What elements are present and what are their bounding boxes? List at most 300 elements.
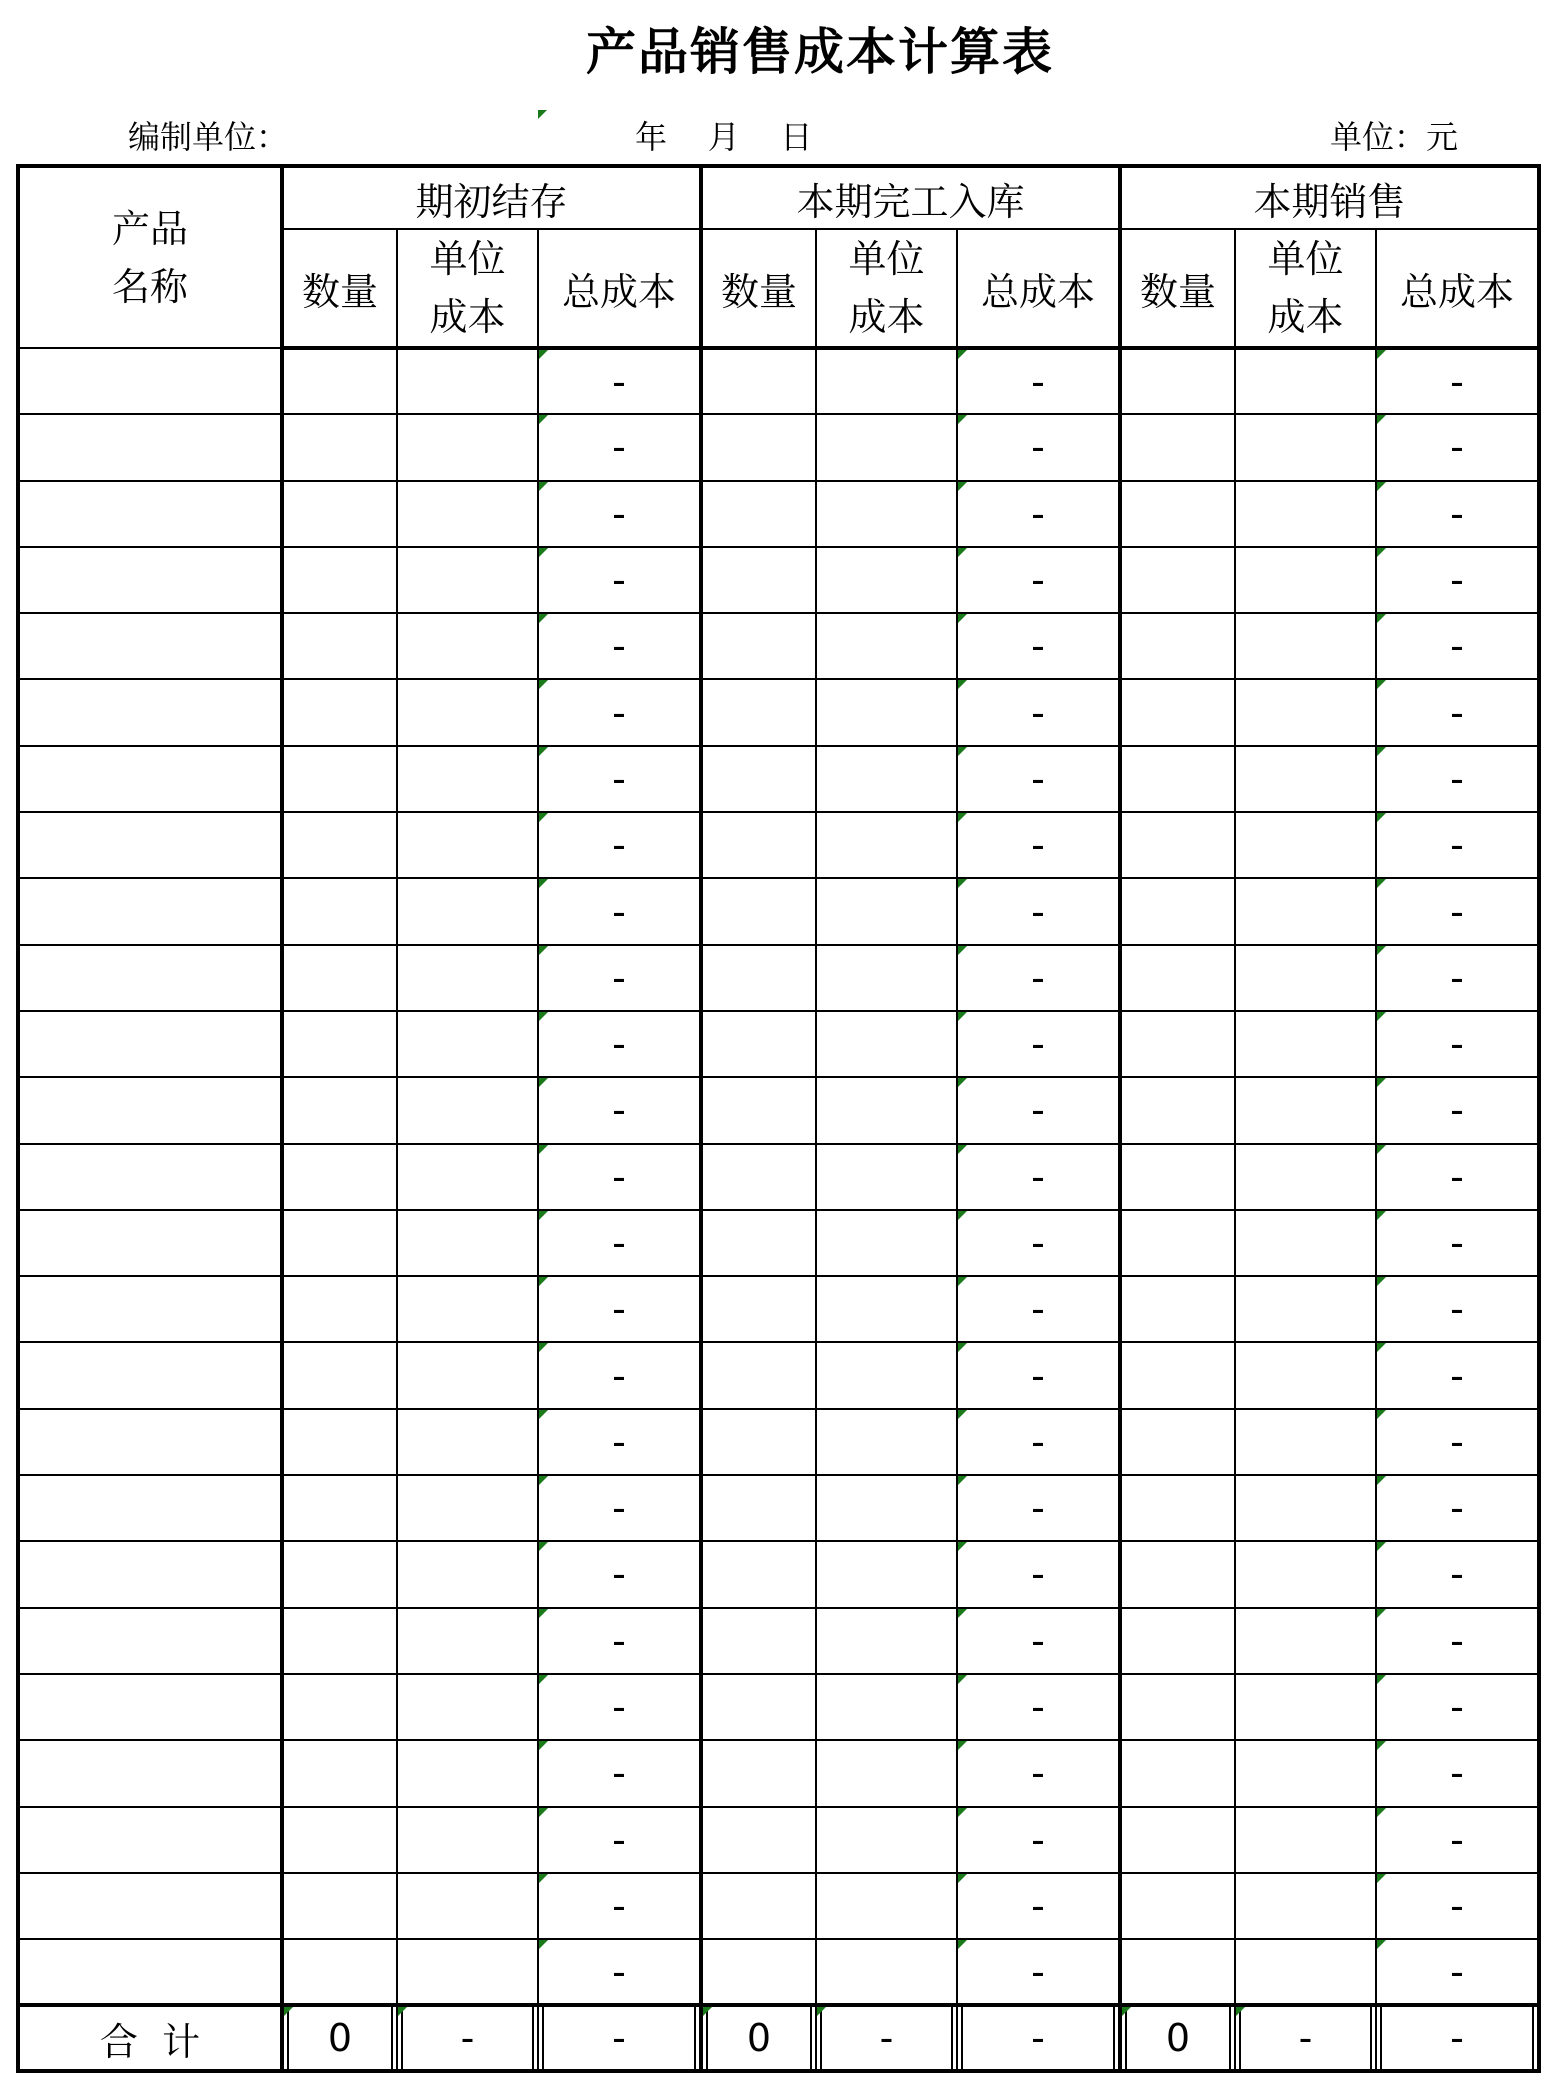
unit-cost-cell[interactable] (397, 1674, 538, 1740)
unit-cost-cell[interactable] (816, 1873, 957, 1939)
product-name-cell[interactable] (18, 1608, 282, 1674)
product-name-cell[interactable] (18, 812, 282, 878)
qty-cell[interactable] (1120, 1475, 1235, 1541)
product-name-cell[interactable] (18, 1276, 282, 1342)
total-cost-cell[interactable]: - (1376, 1608, 1539, 1674)
total-cost-cell[interactable]: - (1376, 1807, 1539, 1873)
product-name-cell[interactable] (18, 1807, 282, 1873)
unit-cost-cell[interactable] (816, 1807, 957, 1873)
total-cost-cell[interactable]: - (1376, 1409, 1539, 1475)
total-cost-cell[interactable]: - (957, 1541, 1120, 1607)
group-header-sales: 本期销售 (1120, 166, 1539, 229)
unit-cost-cell[interactable] (397, 1740, 538, 1806)
qty-cell[interactable] (1120, 1276, 1235, 1342)
total-cost-cell[interactable]: - (1376, 878, 1539, 944)
total-cost-cell[interactable]: - (538, 348, 701, 414)
unit-cost-cell[interactable] (1235, 348, 1376, 414)
qty-cell[interactable] (1120, 1541, 1235, 1607)
total-unit-cost-cell[interactable]: - (816, 2005, 957, 2071)
total-cost-cell[interactable]: - (1376, 348, 1539, 414)
qty-cell[interactable] (701, 1674, 816, 1740)
unit-cost-cell[interactable] (816, 1409, 957, 1475)
total-cost-cell[interactable]: - (538, 1144, 701, 1210)
qty-cell[interactable] (701, 945, 816, 1011)
qty-cell[interactable] (282, 1475, 397, 1541)
total-unit-cost-cell[interactable]: - (397, 2005, 538, 2071)
total-cost-cell[interactable]: - (538, 1608, 701, 1674)
qty-cell[interactable] (701, 1608, 816, 1674)
unit-cost-cell[interactable] (397, 878, 538, 944)
total-cost-cell[interactable]: - (1376, 1210, 1539, 1276)
unit-cost-cell[interactable] (816, 1011, 957, 1077)
unit-cost-cell[interactable] (1235, 1873, 1376, 1939)
qty-cell[interactable] (701, 1342, 816, 1408)
cost-table (16, 164, 1541, 2073)
total-cost-cell[interactable]: - (957, 1873, 1120, 1939)
product-name-header-line2: 名称 (111, 264, 188, 309)
qty-cell[interactable] (282, 812, 397, 878)
total-cost-cell[interactable]: - (538, 1475, 701, 1541)
product-name-cell[interactable] (18, 1541, 282, 1607)
total-cost-cell[interactable]: - (957, 481, 1120, 547)
unit-cost-cell[interactable] (397, 1807, 538, 1873)
qty-cell[interactable] (282, 1939, 397, 2005)
total-cost-cell[interactable]: - (538, 945, 701, 1011)
unit-cost-cell[interactable] (397, 679, 538, 745)
qty-header-completed: 数量 (701, 229, 816, 348)
total-cost-cell[interactable]: - (1376, 481, 1539, 547)
product-name-cell[interactable] (18, 547, 282, 613)
total-cost-cell[interactable]: - (957, 1342, 1120, 1408)
qty-cell[interactable] (701, 1740, 816, 1806)
unit-cost-cell[interactable] (816, 481, 957, 547)
qty-cell[interactable] (701, 1807, 816, 1873)
total-cost-sum-cell[interactable]: - (538, 2005, 701, 2071)
total-cost-cell[interactable]: - (1376, 547, 1539, 613)
qty-cell[interactable] (1120, 414, 1235, 480)
table-row (18, 1608, 1539, 1674)
unit-cost-header-line1: 单位 (848, 237, 925, 281)
qty-cell[interactable] (1120, 348, 1235, 414)
unit-cost-cell[interactable] (1235, 1144, 1376, 1210)
unit-cost-cell[interactable] (1235, 1608, 1376, 1674)
unit-cost-cell[interactable] (1235, 878, 1376, 944)
table-row (18, 679, 1539, 745)
unit-cost-cell[interactable] (816, 414, 957, 480)
qty-cell[interactable] (1120, 945, 1235, 1011)
qty-cell[interactable] (282, 878, 397, 944)
qty-cell[interactable] (701, 1409, 816, 1475)
total-cost-cell[interactable]: - (1376, 812, 1539, 878)
total-qty-cell[interactable]: 0 (1120, 2005, 1235, 2071)
unit-cost-cell[interactable] (1235, 547, 1376, 613)
total-cost-cell[interactable]: - (957, 1807, 1120, 1873)
unit-cost-cell[interactable] (816, 1608, 957, 1674)
qty-cell[interactable] (282, 1077, 397, 1143)
qty-cell[interactable] (1120, 547, 1235, 613)
unit-cost-cell[interactable] (816, 547, 957, 613)
qty-cell[interactable] (282, 547, 397, 613)
total-cost-cell[interactable]: - (1376, 1873, 1539, 1939)
total-cost-cell[interactable]: - (538, 679, 701, 745)
unit-cost-cell[interactable] (397, 1475, 538, 1541)
qty-cell[interactable] (1120, 481, 1235, 547)
qty-cell[interactable] (282, 1276, 397, 1342)
qty-cell[interactable] (282, 945, 397, 1011)
product-name-cell[interactable] (18, 1342, 282, 1408)
qty-cell[interactable] (701, 547, 816, 613)
table-row (18, 1210, 1539, 1276)
unit-cost-cell[interactable] (397, 547, 538, 613)
total-cost-cell[interactable]: - (1376, 746, 1539, 812)
total-unit-cost-cell[interactable]: - (1235, 2005, 1376, 2071)
page-title: 产品销售成本计算表 (586, 23, 1054, 81)
unit-cost-cell[interactable] (397, 1077, 538, 1143)
qty-cell[interactable] (1120, 1011, 1235, 1077)
unit-cost-cell[interactable] (816, 679, 957, 745)
qty-cell[interactable] (701, 1873, 816, 1939)
total-cost-cell[interactable]: - (538, 1740, 701, 1806)
product-name-cell[interactable] (18, 1939, 282, 2005)
product-name-cell[interactable] (18, 945, 282, 1011)
product-name-cell[interactable] (18, 878, 282, 944)
unit-cost-cell[interactable] (1235, 1807, 1376, 1873)
table-row (18, 613, 1539, 679)
unit-cost-cell[interactable] (397, 1210, 538, 1276)
group-header-completed: 本期完工入库 (701, 166, 1120, 229)
unit-cost-cell[interactable] (816, 812, 957, 878)
unit-cost-cell[interactable] (816, 1144, 957, 1210)
qty-cell[interactable] (701, 1077, 816, 1143)
unit-cost-cell[interactable] (397, 1011, 538, 1077)
qty-cell[interactable] (282, 1873, 397, 1939)
qty-cell[interactable] (701, 1276, 816, 1342)
unit-cost-cell[interactable] (397, 746, 538, 812)
qty-cell[interactable] (1120, 1210, 1235, 1276)
unit-cost-header-line1: 单位 (1267, 237, 1344, 281)
total-cost-sum-cell[interactable]: - (1376, 2005, 1539, 2071)
unit-cost-cell[interactable] (397, 945, 538, 1011)
unit-cost-cell[interactable] (1235, 945, 1376, 1011)
qty-cell[interactable] (282, 746, 397, 812)
qty-cell[interactable] (1120, 1740, 1235, 1806)
total-cost-cell[interactable]: - (957, 1276, 1120, 1342)
total-cost-cell[interactable]: - (538, 746, 701, 812)
unit-cost-cell[interactable] (816, 1210, 957, 1276)
qty-cell[interactable] (282, 348, 397, 414)
product-name-cell[interactable] (18, 1674, 282, 1740)
qty-cell[interactable] (282, 1342, 397, 1408)
qty-cell[interactable] (701, 812, 816, 878)
product-name-cell[interactable] (18, 1011, 282, 1077)
total-cost-header-sales: 总成本 (1376, 229, 1539, 348)
qty-cell[interactable] (701, 679, 816, 745)
product-name-cell[interactable] (18, 1409, 282, 1475)
product-name-header-line1: 产品 (111, 206, 188, 251)
total-cost-cell[interactable]: - (957, 1210, 1120, 1276)
total-cost-cell[interactable]: - (538, 878, 701, 944)
qty-cell[interactable] (1120, 1873, 1235, 1939)
currency-unit-label: 单位：元 (1330, 118, 1459, 156)
unit-cost-cell[interactable] (397, 1939, 538, 2005)
qty-cell[interactable] (701, 1144, 816, 1210)
qty-cell[interactable] (701, 878, 816, 944)
qty-cell[interactable] (282, 1144, 397, 1210)
unit-cost-cell[interactable] (1235, 1210, 1376, 1276)
qty-cell[interactable] (1120, 878, 1235, 944)
unit-cost-cell[interactable] (816, 1541, 957, 1607)
qty-cell[interactable] (1120, 1342, 1235, 1408)
qty-cell[interactable] (282, 1011, 397, 1077)
unit-cost-cell[interactable] (1235, 812, 1376, 878)
total-qty-cell[interactable]: 0 (282, 2005, 397, 2071)
unit-cost-cell[interactable] (1235, 1409, 1376, 1475)
total-cost-header-opening: 总成本 (538, 229, 701, 348)
qty-cell[interactable] (1120, 1939, 1235, 2005)
total-cost-cell[interactable]: - (538, 1541, 701, 1607)
product-name-cell[interactable] (18, 1873, 282, 1939)
unit-cost-cell[interactable] (1235, 1541, 1376, 1607)
compiling-unit-label: 编制单位： (128, 118, 289, 156)
total-cost-cell[interactable]: - (957, 1077, 1120, 1143)
table-row (18, 746, 1539, 812)
total-cost-cell[interactable]: - (1376, 1144, 1539, 1210)
qty-header-opening: 数量 (282, 229, 397, 348)
unit-cost-cell[interactable] (1235, 1740, 1376, 1806)
total-cost-cell[interactable]: - (538, 1409, 701, 1475)
product-name-cell[interactable] (18, 1475, 282, 1541)
table-row (18, 547, 1539, 613)
table-row (18, 348, 1539, 414)
qty-cell[interactable] (282, 1740, 397, 1806)
qty-cell[interactable] (282, 1674, 397, 1740)
total-cost-cell[interactable]: - (538, 1011, 701, 1077)
product-name-cell[interactable] (18, 1077, 282, 1143)
qty-cell[interactable] (701, 1939, 816, 2005)
total-cost-cell[interactable]: - (1376, 679, 1539, 745)
qty-cell[interactable] (701, 1011, 816, 1077)
total-cost-cell[interactable]: - (538, 414, 701, 480)
unit-cost-cell[interactable] (816, 878, 957, 944)
total-cost-cell[interactable]: - (957, 945, 1120, 1011)
unit-cost-cell[interactable] (1235, 679, 1376, 745)
table-row (18, 1011, 1539, 1077)
product-name-cell[interactable] (18, 1144, 282, 1210)
total-label: 合 计 (18, 2005, 282, 2071)
qty-cell[interactable] (701, 613, 816, 679)
unit-cost-cell[interactable] (397, 1608, 538, 1674)
qty-cell[interactable] (282, 613, 397, 679)
total-cost-cell[interactable]: - (957, 1939, 1120, 2005)
total-cost-cell[interactable]: - (538, 1873, 701, 1939)
total-cost-cell[interactable]: - (957, 1011, 1120, 1077)
unit-cost-cell[interactable] (1235, 746, 1376, 812)
unit-cost-cell[interactable] (816, 945, 957, 1011)
cell-comment-marker (538, 110, 547, 119)
product-name-cell[interactable] (18, 1740, 282, 1806)
total-cost-cell[interactable]: - (1376, 1077, 1539, 1143)
table-row (18, 1409, 1539, 1475)
unit-cost-cell[interactable] (397, 1342, 538, 1408)
qty-cell[interactable] (282, 1541, 397, 1607)
product-name-cell[interactable] (18, 1210, 282, 1276)
qty-cell[interactable] (282, 1608, 397, 1674)
qty-cell[interactable] (282, 414, 397, 480)
qty-cell[interactable] (701, 481, 816, 547)
qty-cell[interactable] (1120, 1144, 1235, 1210)
table-row (18, 945, 1539, 1011)
product-name-cell[interactable] (18, 746, 282, 812)
total-cost-cell[interactable]: - (538, 1077, 701, 1143)
total-cost-sum-cell[interactable]: - (957, 2005, 1120, 2071)
unit-cost-cell[interactable] (397, 481, 538, 547)
qty-cell[interactable] (701, 1210, 816, 1276)
table-row (18, 1674, 1539, 1740)
table-row (18, 1077, 1539, 1143)
total-cost-cell[interactable]: - (1376, 1342, 1539, 1408)
total-cost-cell[interactable]: - (1376, 1740, 1539, 1806)
unit-cost-cell[interactable] (816, 1077, 957, 1143)
qty-cell[interactable] (701, 348, 816, 414)
total-cost-cell[interactable]: - (538, 1807, 701, 1873)
qty-cell[interactable] (282, 679, 397, 745)
unit-cost-cell[interactable] (1235, 1276, 1376, 1342)
total-cost-cell[interactable]: - (957, 812, 1120, 878)
total-cost-cell[interactable]: - (1376, 1475, 1539, 1541)
qty-cell[interactable] (282, 1210, 397, 1276)
total-cost-cell[interactable]: - (538, 1342, 701, 1408)
unit-cost-cell[interactable] (816, 1342, 957, 1408)
qty-cell[interactable] (1120, 1409, 1235, 1475)
unit-cost-cell[interactable] (397, 812, 538, 878)
unit-cost-cell[interactable] (397, 613, 538, 679)
unit-cost-cell[interactable] (397, 1873, 538, 1939)
total-cost-cell[interactable]: - (1376, 414, 1539, 480)
total-cost-cell[interactable]: - (1376, 1939, 1539, 2005)
qty-cell[interactable] (1120, 613, 1235, 679)
unit-cost-cell[interactable] (816, 1939, 957, 2005)
qty-cell[interactable] (701, 414, 816, 480)
unit-cost-cell[interactable] (1235, 414, 1376, 480)
total-cost-cell[interactable]: - (1376, 1011, 1539, 1077)
unit-cost-cell[interactable] (816, 348, 957, 414)
product-name-cell[interactable] (18, 613, 282, 679)
qty-header-sales: 数量 (1120, 229, 1235, 348)
unit-cost-cell[interactable] (1235, 481, 1376, 547)
total-cost-cell[interactable]: - (957, 878, 1120, 944)
qty-cell[interactable] (282, 1409, 397, 1475)
total-cost-cell[interactable]: - (957, 1144, 1120, 1210)
table-row (18, 878, 1539, 944)
total-cost-cell[interactable]: - (538, 1674, 701, 1740)
unit-cost-cell[interactable] (397, 1409, 538, 1475)
table-row (18, 1276, 1539, 1342)
total-cost-cell[interactable]: - (538, 1939, 701, 2005)
qty-cell[interactable] (1120, 1807, 1235, 1873)
qty-cell[interactable] (1120, 679, 1235, 745)
product-name-cell[interactable] (18, 348, 282, 414)
unit-cost-header-line1: 单位 (429, 237, 506, 281)
total-cost-cell[interactable]: - (957, 1475, 1120, 1541)
qty-cell[interactable] (701, 1475, 816, 1541)
unit-cost-cell[interactable] (397, 1541, 538, 1607)
unit-cost-cell[interactable] (1235, 1342, 1376, 1408)
total-cost-cell[interactable]: - (1376, 1541, 1539, 1607)
total-cost-cell[interactable]: - (1376, 1674, 1539, 1740)
table-row (18, 1740, 1539, 1806)
unit-cost-cell[interactable] (1235, 1475, 1376, 1541)
unit-cost-header-completed (816, 229, 957, 348)
unit-cost-cell[interactable] (397, 348, 538, 414)
qty-cell[interactable] (1120, 746, 1235, 812)
total-cost-cell[interactable]: - (957, 1608, 1120, 1674)
qty-cell[interactable] (1120, 1674, 1235, 1740)
total-cost-cell[interactable]: - (957, 1740, 1120, 1806)
unit-cost-cell[interactable] (1235, 613, 1376, 679)
unit-cost-cell[interactable] (816, 1475, 957, 1541)
qty-cell[interactable] (1120, 812, 1235, 878)
total-cost-cell[interactable]: - (957, 414, 1120, 480)
qty-cell[interactable] (1120, 1608, 1235, 1674)
total-cost-cell[interactable]: - (538, 547, 701, 613)
total-cost-cell[interactable]: - (957, 1674, 1120, 1740)
unit-cost-cell[interactable] (1235, 1077, 1376, 1143)
unit-cost-cell[interactable] (816, 1276, 957, 1342)
product-name-cell[interactable] (18, 481, 282, 547)
unit-cost-cell[interactable] (816, 1740, 957, 1806)
total-cost-cell[interactable]: - (957, 746, 1120, 812)
unit-cost-cell[interactable] (816, 746, 957, 812)
total-cost-cell[interactable]: - (957, 348, 1120, 414)
unit-cost-cell[interactable] (397, 414, 538, 480)
qty-cell[interactable] (282, 481, 397, 547)
unit-cost-cell[interactable] (397, 1144, 538, 1210)
product-name-header (18, 166, 282, 348)
unit-cost-cell[interactable] (397, 1276, 538, 1342)
table-row (18, 1475, 1539, 1541)
total-cost-cell[interactable]: - (538, 1276, 701, 1342)
qty-cell[interactable] (1120, 1077, 1235, 1143)
qty-cell[interactable] (701, 746, 816, 812)
product-name-cell[interactable] (18, 679, 282, 745)
total-cost-cell[interactable]: - (538, 1210, 701, 1276)
product-name-cell[interactable] (18, 414, 282, 480)
table-row (18, 481, 1539, 547)
total-cost-cell[interactable]: - (957, 547, 1120, 613)
unit-cost-cell[interactable] (816, 613, 957, 679)
total-qty-cell[interactable]: 0 (701, 2005, 816, 2071)
unit-cost-cell[interactable] (1235, 1674, 1376, 1740)
total-cost-cell[interactable]: - (538, 481, 701, 547)
total-cost-cell[interactable]: - (1376, 945, 1539, 1011)
table-row (18, 1873, 1539, 1939)
total-cost-cell[interactable]: - (957, 613, 1120, 679)
total-cost-cell[interactable]: - (538, 613, 701, 679)
unit-cost-header-line2: 成本 (429, 295, 506, 339)
total-cost-cell[interactable]: - (538, 812, 701, 878)
qty-cell[interactable] (701, 1541, 816, 1607)
table-row (18, 1144, 1539, 1210)
qty-cell[interactable] (282, 1807, 397, 1873)
total-cost-cell[interactable]: - (1376, 1276, 1539, 1342)
unit-cost-cell[interactable] (816, 1674, 957, 1740)
total-cost-cell[interactable]: - (1376, 613, 1539, 679)
total-cost-cell[interactable]: - (957, 1409, 1120, 1475)
unit-cost-header-sales (1235, 229, 1376, 348)
unit-cost-cell[interactable] (1235, 1939, 1376, 2005)
total-cost-cell[interactable]: - (957, 679, 1120, 745)
unit-cost-cell[interactable] (1235, 1011, 1376, 1077)
